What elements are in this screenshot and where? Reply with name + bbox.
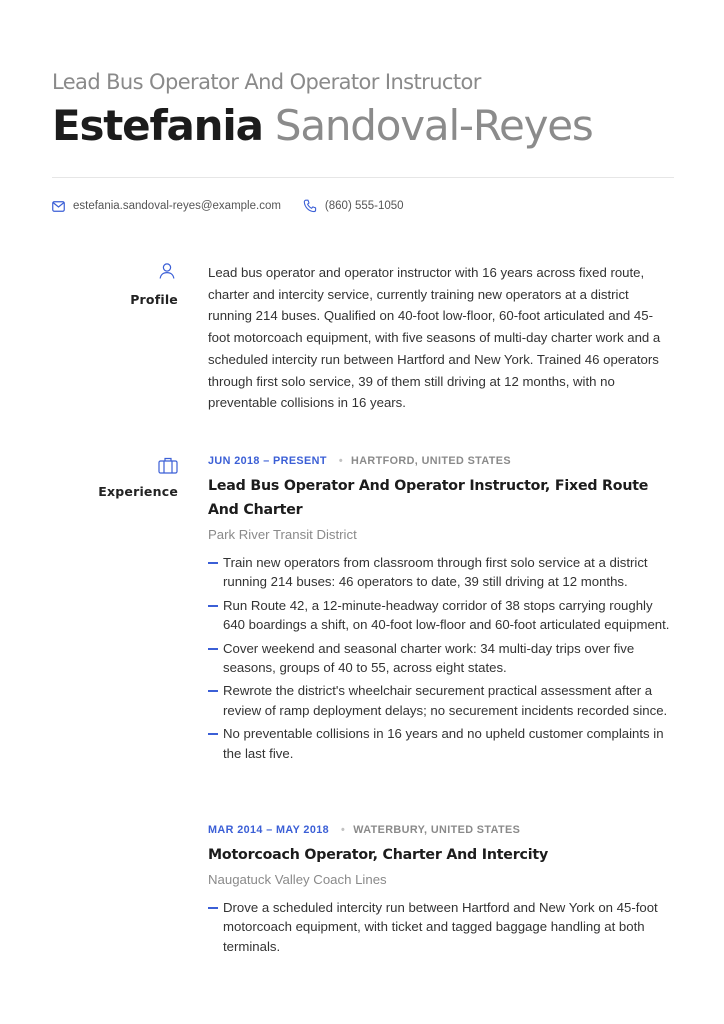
section-label-experience: Experience xyxy=(98,484,178,499)
job-role: Motorcoach Operator, Charter And Intercity xyxy=(208,847,549,863)
first-name: Estefania xyxy=(52,101,263,150)
header-divider xyxy=(52,177,674,178)
job-bullets xyxy=(208,553,674,763)
email-text: estefania.sandoval-reyes@example.com xyxy=(73,200,281,212)
contact-phone[interactable] xyxy=(303,199,404,213)
bullet-item: Train new operators from classroom through first solo service at a district running 214 buses: 46 operators to date, 39 still driving at 12 months. xyxy=(208,553,674,592)
phone-icon xyxy=(303,199,317,213)
job-meta xyxy=(208,453,674,469)
job-entry xyxy=(208,453,674,767)
bullet-item: Rewrote the district's wheelchair securement practical assessment after a review of ramp deployment delays; no securement incidents recorded since. xyxy=(208,681,674,720)
bullet-item: Cover weekend and seasonal charter work: 34 multi-day trips over five seasons, groups of 40 to 55, across eight states. xyxy=(208,639,674,678)
contact-email[interactable] xyxy=(52,200,281,212)
job-company: Naugatuck Valley Coach Lines xyxy=(208,872,387,887)
bullet-item: Run Route 42, a 12-minute-headway corridor of 38 stops carrying roughly 640 boardings a shift, on 40-foot low-floor and 60-foot articulated equipment. xyxy=(208,596,674,635)
briefcase-icon xyxy=(158,457,178,474)
user-icon xyxy=(158,262,176,280)
envelope-icon xyxy=(52,201,65,212)
meta-separator: • xyxy=(341,824,346,836)
full-name xyxy=(52,100,674,152)
phone-text: (860) 555-1050 xyxy=(324,200,404,212)
job-bullets xyxy=(208,898,674,956)
bullet-item: No preventable collisions in 16 years and no upheld customer complaints in the last five. xyxy=(208,724,674,763)
contact-bar xyxy=(52,199,426,213)
job-role: Lead Bus Operator And Operator Instructor, Fixed Route And Charter xyxy=(208,478,649,518)
job-entry xyxy=(208,822,674,960)
bullet-item: Drove a scheduled intercity run between Hartford and New York on 45-foot motorcoach equipment, with ticket and tagged baggage handling at both terminals. xyxy=(208,898,674,956)
job-title: Lead Bus Operator And Operator Instructor xyxy=(52,70,481,94)
job-location: WATERBURY, UNITED STATES xyxy=(353,824,521,836)
section-label-profile: Profile xyxy=(130,292,178,307)
job-dates: MAR 2014 – MAY 2018 xyxy=(208,824,330,836)
profile-summary: Lead bus operator and operator instructor with 16 years across fixed route, charter and intercity service, currently training new operators at a district running 214 buses. Qualified on 40-foot low-floor, 60-foot articulated and 45-foot motorcoach equipment, with five seasons of multi-day charter work and a scheduled intercity run between Hartford and New York. Trained 46 operators through first solo service, 39 of them still driving at 12 months, with no preventable collisions in 16 years. xyxy=(208,265,661,411)
last-name: Sandoval-Reyes xyxy=(274,101,593,150)
job-location: HARTFORD, UNITED STATES xyxy=(351,455,511,467)
meta-separator: • xyxy=(338,455,344,467)
job-dates: JUN 2018 – PRESENT xyxy=(208,455,327,467)
resume-header xyxy=(52,68,674,152)
job-company: Park River Transit District xyxy=(208,527,357,542)
job-meta xyxy=(208,822,674,838)
